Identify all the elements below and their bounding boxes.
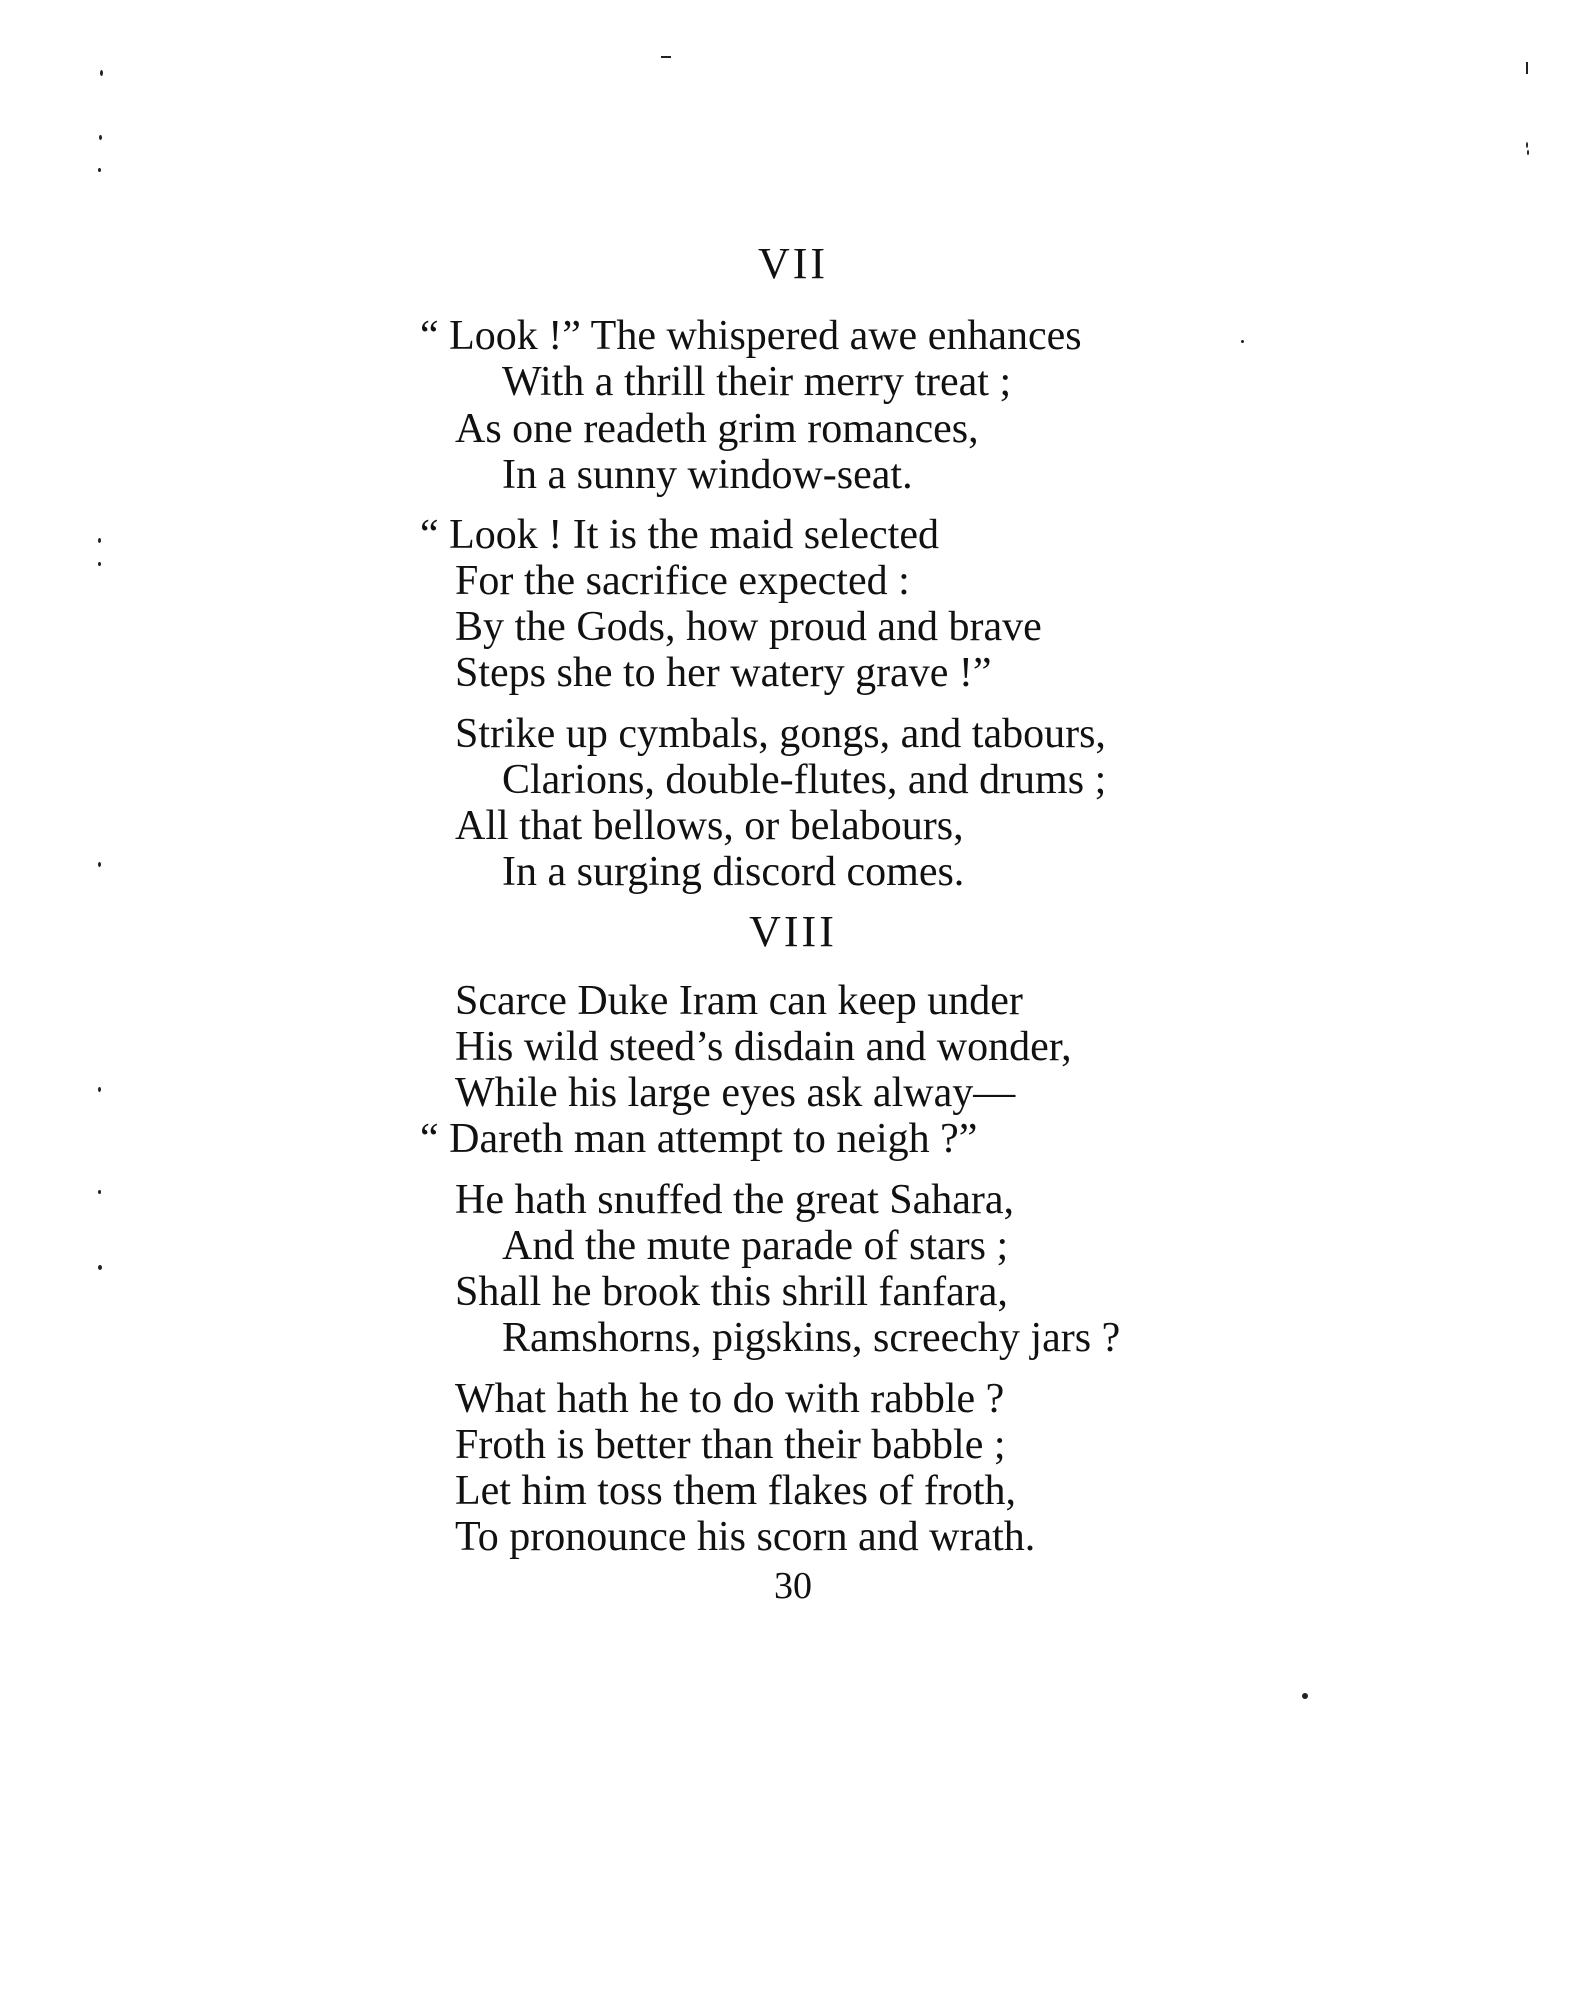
poem-line: He hath snuffed the great Sahara, — [455, 1177, 1015, 1223]
poem-line: “ Look ! It is the maid selected — [420, 512, 939, 558]
poem-line: “ Dareth man attempt to neigh ?” — [420, 1116, 978, 1162]
section-heading-vii: VII — [757, 239, 829, 288]
scan-speck — [100, 70, 103, 76]
scan-speck — [661, 56, 671, 58]
poem-line: While his large eyes ask alway— — [455, 1070, 1016, 1116]
scan-speck — [1526, 142, 1528, 148]
poem-line: To pronounce his scorn and wrath. — [455, 1514, 1036, 1560]
poem-line: Scarce Duke Iram can keep under — [455, 978, 1023, 1024]
scan-speck — [99, 135, 102, 140]
scan-speck — [98, 538, 101, 543]
poem-line: Clarions, double-flutes, and drums ; — [502, 757, 1107, 803]
poem-line: As one readeth grim romances, — [455, 406, 979, 452]
poem-line: Let him toss them flakes of froth, — [455, 1468, 1017, 1514]
scan-speck — [1241, 340, 1244, 343]
poem-line: Strike up cymbals, gongs, and tabours, — [455, 711, 1106, 757]
scan-speck — [98, 862, 101, 867]
scan-speck — [98, 1265, 102, 1270]
scan-speck — [98, 1087, 101, 1092]
poem-line: Ramshorns, pigskins, screechy jars ? — [502, 1315, 1121, 1361]
scan-speck — [1527, 150, 1529, 155]
poem-line: With a thrill their merry treat ; — [502, 359, 1012, 405]
poem-line: His wild steed’s disdain and wonder, — [455, 1024, 1072, 1070]
poem-line: By the Gods, how proud and brave — [455, 604, 1042, 650]
poem-line: Shall he brook this shrill fanfara, — [455, 1269, 1008, 1315]
poem-line: In a sunny window-seat. — [502, 452, 913, 498]
poem-line: In a surging discord comes. — [502, 849, 965, 895]
poem-line: Froth is better than their babble ; — [455, 1422, 1006, 1468]
scan-speck — [98, 1190, 101, 1194]
scan-speck — [98, 168, 101, 172]
scan-speck — [1302, 1693, 1308, 1699]
scan-speck — [1526, 62, 1528, 74]
poem-line: For the sacrifice expected : — [455, 558, 910, 604]
scan-speck — [98, 562, 101, 566]
poem-line: What hath he to do with rabble ? — [455, 1376, 1005, 1422]
poem-line: Steps she to her watery grave !” — [455, 650, 992, 696]
poem-line: And the mute parade of stars ; — [502, 1223, 1009, 1269]
poem-line: All that bellows, or belabours, — [455, 803, 964, 849]
section-heading-viii: VIII — [749, 907, 837, 956]
page-number: 30 — [774, 1565, 812, 1607]
poem-line: “ Look !” The whispered awe enhances — [420, 313, 1082, 359]
